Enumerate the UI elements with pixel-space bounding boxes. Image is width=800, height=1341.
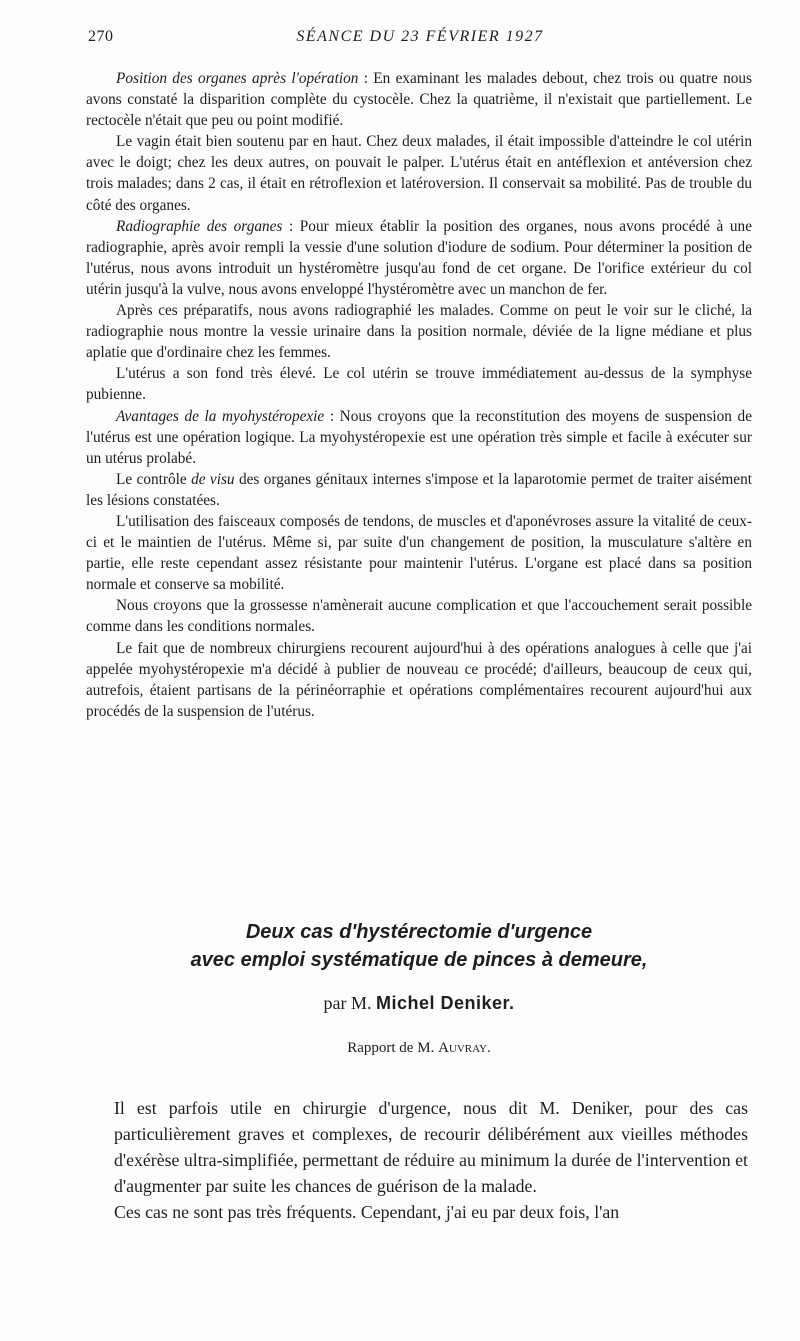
paragraph: Ces cas ne sont pas très fréquents. Cependant, j'ai eu par deux fois, l'an [114, 1202, 620, 1222]
paragraph: Il est parfois utile en chirurgie d'urgence, nous dit M. Deniker, pour des cas particulièrement graves et complexes, de recourir délibérément aux vieilles méthodes d'exérèse ultra-simplifiée, permettant de réduire au minimum la durée de l'intervention et d'augmenter par suite les chances de guérison de la malade. [114, 1098, 748, 1196]
paragraph [86, 469, 752, 511]
paragraph [86, 363, 752, 405]
paragraph-text: : Nous croyons que la reconstitution des moyens de suspension de l'utérus est une opération logique. La myohystéropexie est une opération très simple et facile à exécuter sur un utérus prolabé. [86, 407, 752, 467]
paragraph-lead: Radiographie des organes [116, 217, 283, 235]
paragraph [86, 216, 752, 300]
report-line [86, 1040, 752, 1057]
article-title-line: avec emploi systématique de pinces à demeure, [190, 949, 648, 971]
paragraph-text: Après ces préparatifs, nous avons radiographié les malades. Comme on peut le voir sur le cliché, la radiographie nous montre la vessie urinaire dans la position normale, déviée de la ligne médiane et plus aplatie que d'ordinaire chez les femmes. [86, 302, 752, 362]
article-author [86, 993, 752, 1014]
article-title-line: Deux cas d'hystérectomie d'urgence [245, 921, 593, 943]
paragraph-lead: Avantages de la myohystéropexie [116, 407, 325, 425]
page-number: 270 [88, 28, 114, 45]
paragraph-text: L'utérus a son fond très élevé. Le col utérin se trouve immédiatement au-dessus de la symphyse pubienne. [86, 365, 752, 404]
paragraph [86, 68, 752, 131]
report-name: Auvray. [438, 1040, 491, 1056]
paragraph-text: : Pour mieux établir la position des organes, nous avons procédé à une radiographie, après avoir rempli la vessie d'une solution d'iodure de sodium. Pour déterminer la position de l'utérus, nous avons introduit un hystéromètre jusqu'au fond de cet organe. De l'orifice extérieur du col utérin jusqu'à la vulve, nous avons enveloppé l'hystéromètre avec un manchon de fer. [86, 217, 752, 298]
paragraph-text: Le vagin était bien soutenu par en haut. Chez deux malades, il était impossible d'atteindre le col utérin avec le doigt; chez les deux autres, on pouvait le palper. L'utérus était en antéflexion et antéversion chez trois malades; dans 2 cas, il était en rétroflexion et latéroversion. Il conservait sa mobilité. Pas de trouble du côté des organes. [86, 133, 752, 214]
paragraph-text: Le fait que de nombreux chirurgiens recourent aujourd'hui à des opérations analogues à celle que j'ai appelée myohystéropexie m'a décidé à publier de nouveau ce procédé; d'ailleurs, beaucoup de ceux qui, autrefois, étaient partisans de la périnéorraphie et opérations complémentaires recourent aujourd'hui aux procédés de la suspension de l'utérus. [86, 639, 752, 720]
paragraph [86, 638, 752, 722]
paragraph-text: : En examinant les malades debout, chez trois ou quatre nous avons constaté la disparition complète du cystocèle. Chez la quatrième, il n'existait que partiellement. Le rectocèle n'était que peu ou point modifié. [86, 70, 752, 130]
header-title: SÉANCE DU 23 FÉVRIER 1927 [296, 28, 544, 45]
paragraph-lead: Position des organes après l'opération [116, 70, 359, 87]
paragraph [86, 595, 752, 637]
paragraph-lead: de visu [191, 470, 235, 488]
paragraph-text: Nous croyons que la grossesse n'amènerait aucune complication et que l'accouchement serait possible comme dans les conditions normales. [86, 597, 752, 636]
paragraph-text: L'utilisation des faisceaux composés de tendons, de muscles et d'aponévroses assure la vitalité de ceux-ci et le maintien de l'utérus. Même si, par suite d'un changement de position, la musculature s'altère en partie, elle reste cependant assez résistante pour maintenir l'utérus. L'organe est placé dans sa position normale et conserve sa mobilité. [86, 512, 752, 594]
paragraph [86, 511, 752, 595]
article-title [86, 918, 752, 974]
body-text [86, 68, 752, 722]
article-body [114, 1095, 748, 1225]
paragraph [86, 406, 752, 469]
paragraph-pre: Le contrôle [116, 470, 192, 488]
author-prefix: par M. [323, 993, 376, 1013]
paragraph-text: des organes génitaux internes s'impose et la laparotomie permet de traiter aisément les lésions constatées. [86, 470, 752, 509]
author-name: Michel Deniker. [375, 993, 515, 1013]
paragraph [86, 131, 752, 215]
paragraph [86, 300, 752, 363]
report-prefix: Rapport de M. [347, 1040, 439, 1056]
